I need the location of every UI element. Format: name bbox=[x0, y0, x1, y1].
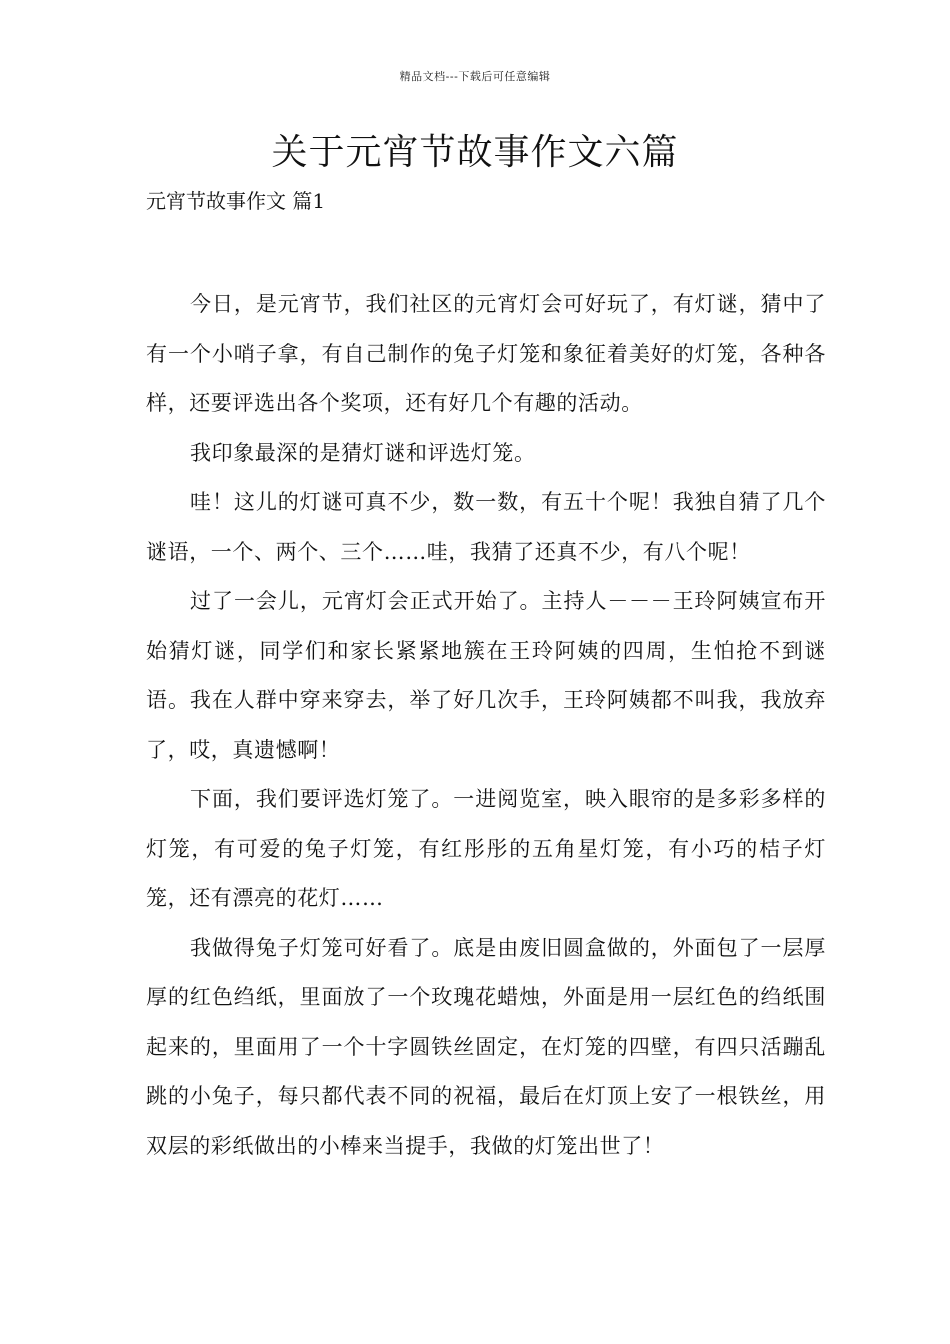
paragraph: 下面，我们要评选灯笼了。一进阅览室，映入眼帘的是多彩多样的灯笼，有可爱的兔子灯笼，有红彤彤的五角星灯笼，有小巧的桔子灯笼，还有漂亮的花灯…… bbox=[146, 787, 826, 910]
paragraph: 今日，是元宵节，我们社区的元宵灯会可好玩了，有灯谜，猜中了有一个小哨子拿，有自己制作的兔子灯笼和象征着美好的灯笼，各种各样，还要评选出各个奖项，还有好几个有趣的活动。 bbox=[146, 292, 826, 415]
article-body bbox=[146, 280, 826, 1171]
paragraph: 我印象最深的是猜灯谜和评选灯笼。 bbox=[190, 440, 536, 465]
document-title: 关于元宵节故事作文六篇 bbox=[271, 132, 679, 173]
paragraph: 过了一会儿，元宵灯会正式开始了。主持人－－－王玲阿姨宣布开始猜灯谜，同学们和家长紧紧地簇在王玲阿姨的四周，生怕抢不到谜语。我在人群中穿来穿去，举了好几次手，王玲阿姨都不叫我，我放弃了，哎，真遗憾啊！ bbox=[146, 589, 826, 762]
section-heading: 元宵节故事作文 篇1 bbox=[146, 189, 326, 213]
paragraph: 我做得兔子灯笼可好看了。底是由废旧圆盒做的，外面包了一层厚厚的红色绉纸，里面放了一个玫瑰花蜡烛，外面是用一层红色的绉纸围起来的，里面用了一个十字圆铁丝固定，在灯笼的四壁，有四只活蹦乱跳的小兔子，每只都代表不同的祝福，最后在灯顶上安了一根铁丝，用双层的彩纸做出的小棒来当提手，我做的灯笼出世了！ bbox=[146, 935, 826, 1158]
paragraph: 哇！这儿的灯谜可真不少，数一数，有五十个呢！我独自猜了几个谜语，一个、两个、三个……哇，我猜了还真不少，有八个呢！ bbox=[146, 490, 826, 564]
header-note: 精品文档---下载后可任意编辑 bbox=[399, 70, 551, 83]
